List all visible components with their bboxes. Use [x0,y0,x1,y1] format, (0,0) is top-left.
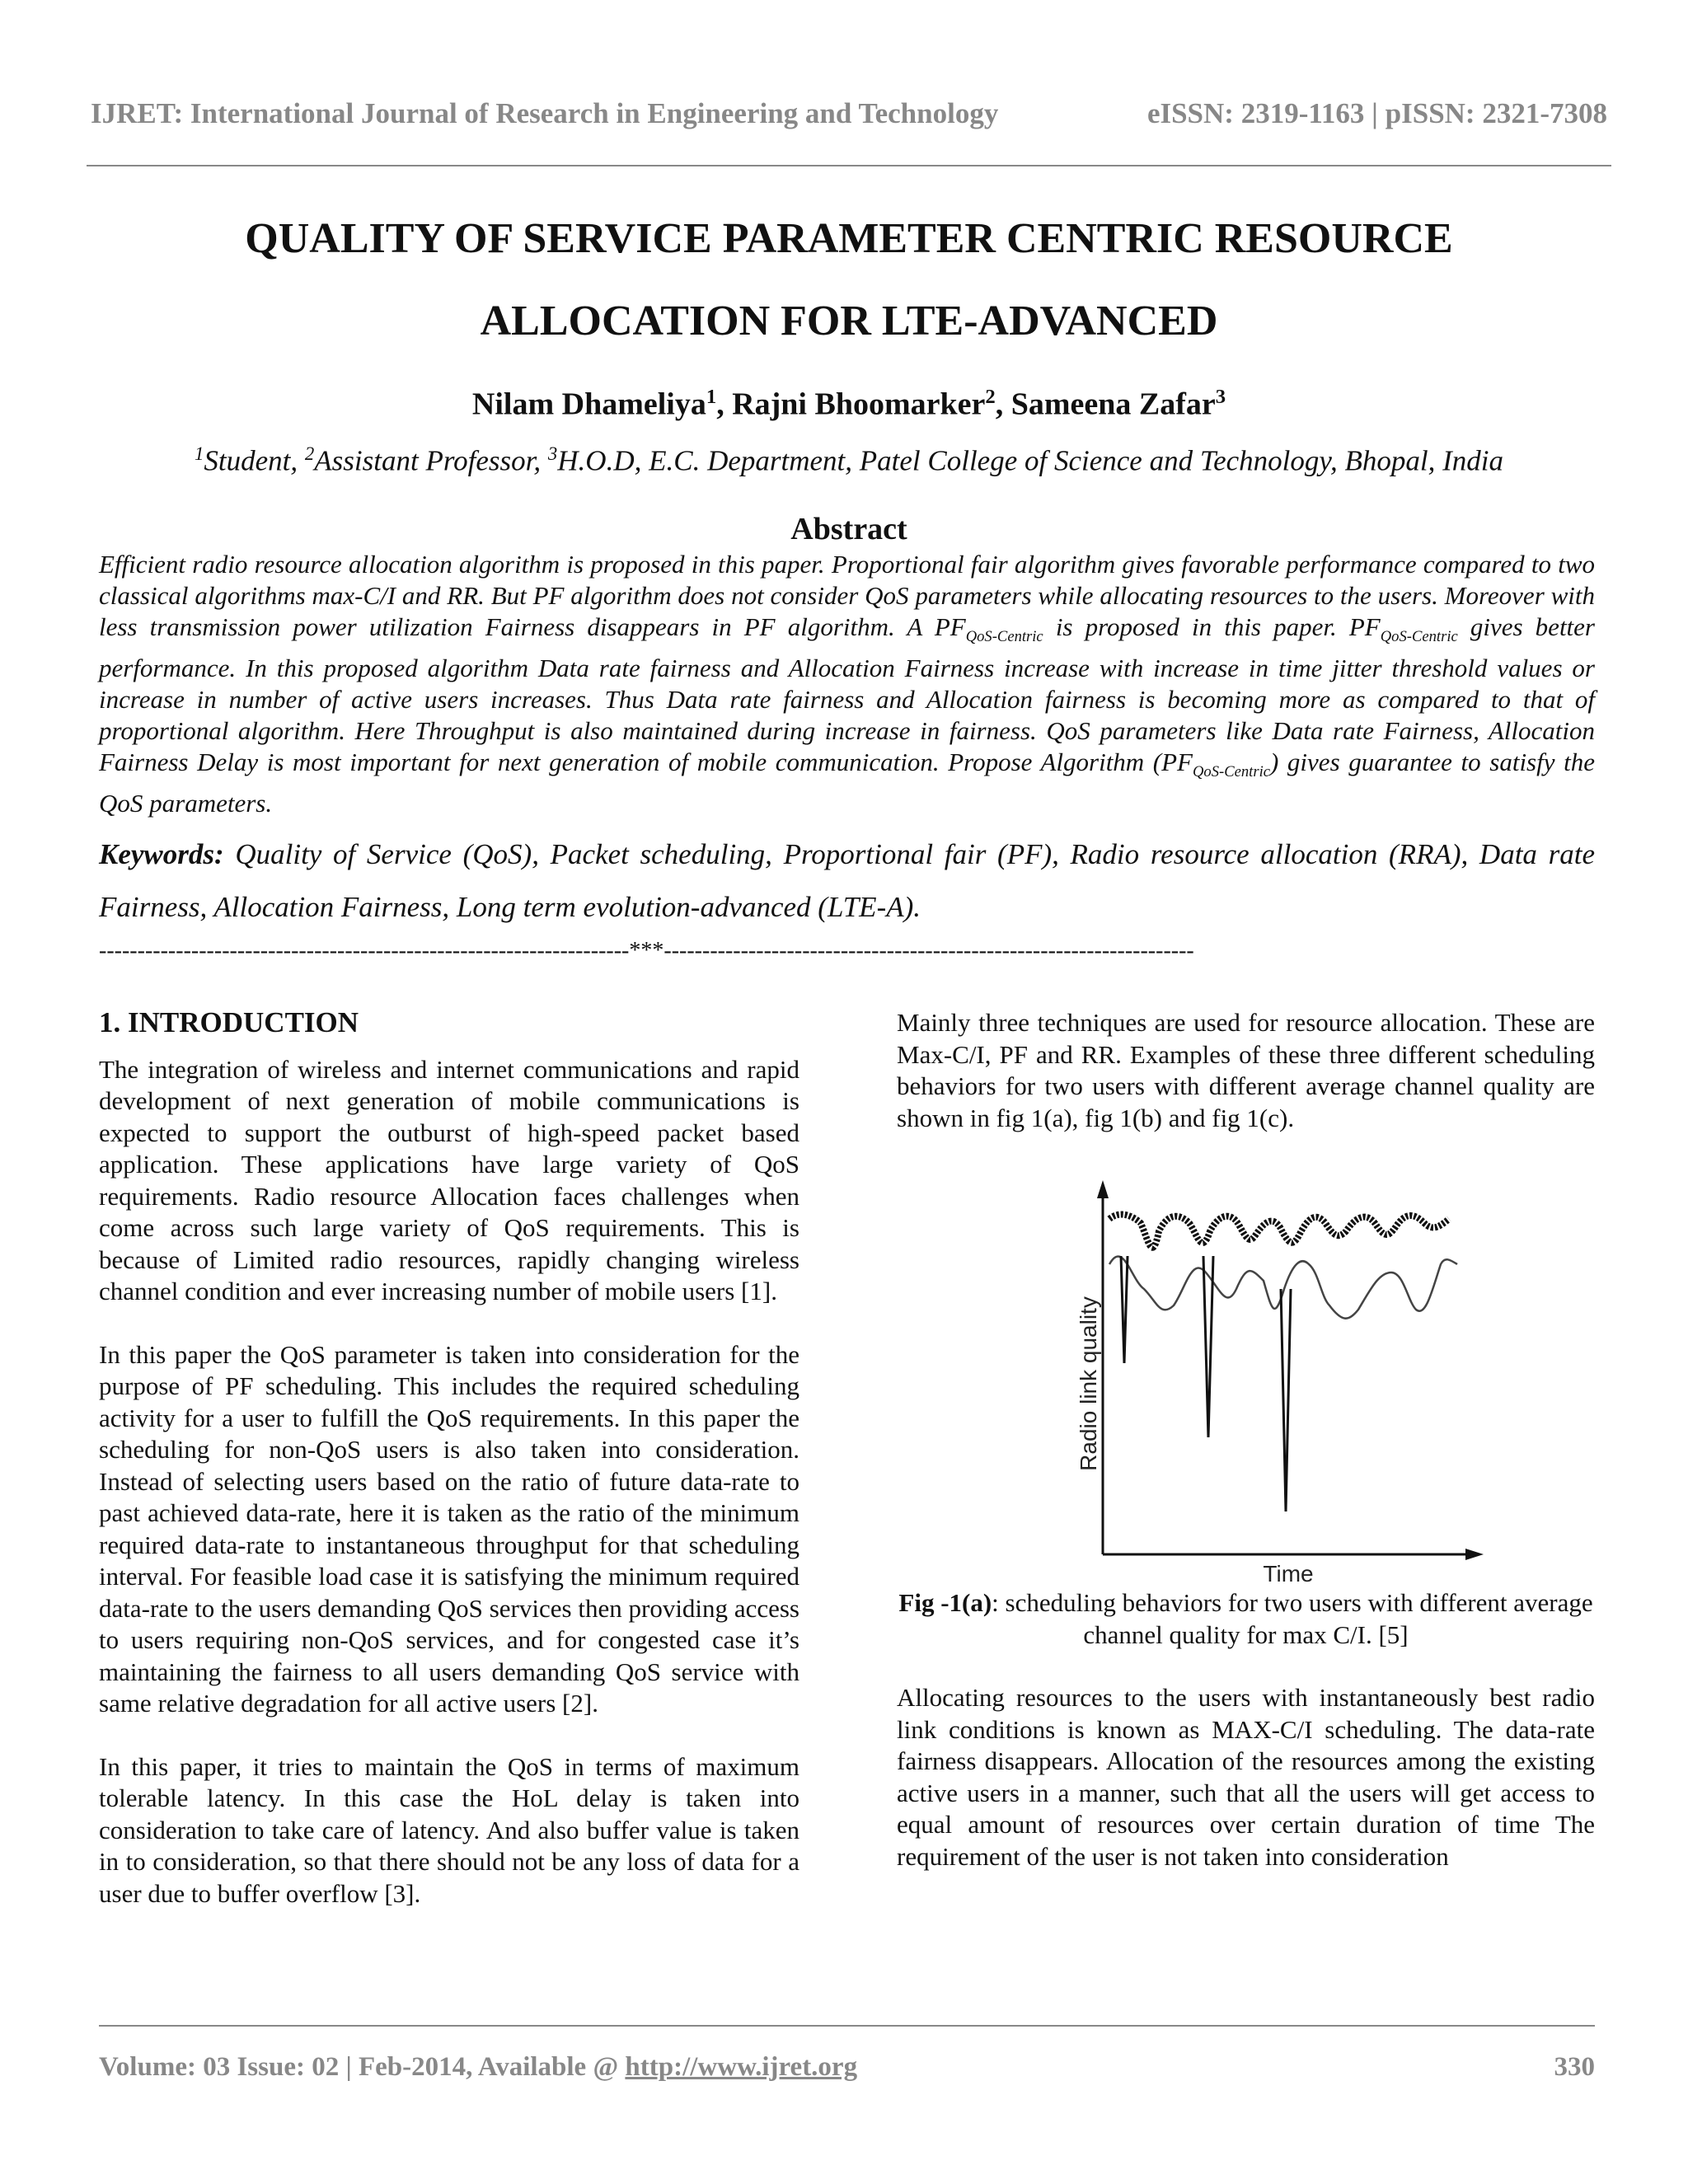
keywords-label: Keywords: [99,838,224,870]
fade-dip-2 [1281,1289,1291,1511]
y-axis-label: Radio link quality [1076,1296,1101,1471]
x-axis-label: Time [1263,1561,1314,1586]
user-1-curve [1109,1215,1449,1248]
intro-paragraph-1: The integration of wireless and internet communications and rapid development of next generation of mobile communications is expected to support the outburst of high-speed packet based application. These applications have large variety of QoS requirements. Radio resource Allocation faces challenges when come across such large variety of QoS requirements. This is because of Limited radio resources, rapidly changing wireless channel condition and ever increasing number of mobile users [1]. [99,1054,799,1305]
abstract-subscript: QoS-Centric [965,628,1043,646]
title-line-1: QUALITY OF SERVICE PARAMETER CENTRIC RESOURCE [245,215,1453,262]
right-column [897,1007,1595,1904]
affil-mark-3: 3 [547,443,558,464]
footer-volume-text: Volume: 03 Issue: 02 | Feb-2014, Available @ [99,2052,626,2082]
abstract-part-4: ) gives guarantee to satisfy the QoS parameters. [99,748,1595,818]
intro-paragraph-3: In this paper, it tries to maintain the QoS in terms of maximum tolerable latency. In this case the HoL delay is taken into consideration to take care of latency. And also buffer value is taken in to consideration, so that there should not be any loss of data for a user due to buffer overflow [3]. [99,1751,799,1908]
affil-mark-1: 1 [195,443,204,464]
abstract-subscript: QoS-Centric [1380,628,1458,646]
affil-role-2: Assistant Professor, [314,444,548,477]
journal-link[interactable]: http://www.ijret.org [625,2052,858,2082]
affiliations [87,443,1611,478]
intro-paragraph-2: In this paper the QoS parameter is taken into consideration for the purpose of PF scheduling. This includes the required scheduling activity for a user to fulfill the QoS requirements. In this paper the scheduling for non-QoS users is also taken into consideration. Instead of selecting users based on the ratio of future data-rate to past achieved data-rate, here it is taken as the ratio of the minimum required data-rate to instantaneous throughput for that scheduling interval. For feasible load case it is satisfying the minimum required data-rate to the users demanding QoS services then providing access to users requiring non-QoS services, and for congested case it’s maintaining the fairness to all users demanding QoS service with same relative degradation for all active users [2]. [99,1339,799,1718]
keywords [99,828,1595,934]
affil-mark-2: 2 [304,443,315,464]
x-axis-arrow [1465,1549,1484,1560]
affil-role-3: H.O.D, E.C. Department, Patel College of Science and Technology, Bhopal, India [557,444,1503,477]
figure-1a-caption [897,1587,1595,1651]
y-axis-arrow [1097,1180,1109,1198]
author-2-mark: 2 [985,386,996,408]
section-separator: ---------------------------------------------------------------------***--------------------------------------------------------------------- [99,938,1194,963]
author-1: Nilam Dhameliya [471,387,706,422]
footer-rule [99,2025,1595,2027]
keywords-text: Quality of Service (QoS), Packet scheduling, Proportional fair (PF), Radio resource allocation (RRA), Data rate Fairness, Allocation Fairness, Long term evolution-advanced (LTE-A). [99,838,1595,923]
footer-volume [99,2052,857,2083]
title-line-2: ALLOCATION FOR LTE-ADVANCED [480,298,1218,344]
author-3-mark: 3 [1215,386,1226,408]
author-separator: , [995,387,1011,422]
author-1-mark: 1 [706,386,717,408]
fade-dip-1 [1203,1256,1213,1437]
abstract-part-1: Efficient radio resource allocation algorithm is proposed in this paper. Proportional fair algorithm gives favorable performance compared to two classical algorithms max-C/I and RR. But PF algorithm does not consider QoS parameters while allocating resources to the users. Moreover with less transmission power utilization Fairness disappears in PF algorithm. A PF [99,550,1595,641]
issn: eISSN: 2319-1163 | pISSN: 2321-7308 [1146,97,1607,129]
figure-1a-plot [897,1165,1595,1586]
abstract-heading: Abstract [790,512,907,546]
left-column [99,1007,799,1941]
page-number: 330 [1554,2052,1595,2082]
caption-text: : scheduling behaviors for two users with different average channel quality for max C/I. [5] [992,1588,1593,1649]
right-paragraph-2: Allocating resources to the users with instantaneously best radio link conditions is known as MAX-C/I scheduling. The data-rate fairness disappears. Allocation of the resources among the existing active users in a manner, such that all the users will get access to equal amount of resources over certain duration of time The requirement of the user is not taken into consideration [897,1683,1595,1871]
fade-dip-3 [1121,1256,1128,1363]
abstract-part-2: is proposed in this paper. PF [1043,612,1381,641]
running-footer [99,2052,1595,2083]
journal-name: IJRET: International Journal of Research in Engineering and Technology [91,97,999,129]
caption-label: Fig -1(a) [898,1588,992,1617]
header-rule [87,165,1611,166]
author-separator: , [716,387,733,422]
abstract-part-3: gives better performance. In this proposed algorithm Data rate fairness and Allocation Fairness increase with increase in time jitter threshold values or increase in number of active users increases. Thus Data rate fairness and Allocation fairness is becoming more as compared to that of proportional algorithm. Here Throughput is also maintained during increase in fairness. QoS parameters like Data rate Fairness, Allocation Fairness Delay is most important for next generation of mobile communication. Propose Algorithm (PF [99,612,1595,777]
paper-title [87,198,1611,363]
user-2-curve [1109,1257,1457,1319]
section-heading-introduction: 1. INTRODUCTION [99,1006,359,1038]
running-header [91,97,1607,130]
abstract-text [99,549,1595,819]
affil-role-1: Student, [204,444,305,477]
author-2: Rajni Bhoomarker [732,387,986,422]
author-3: Sameena Zafar [1010,387,1216,422]
abstract-subscript: QoS-Centric [1193,763,1270,781]
figure-1a [897,1165,1595,1586]
authors [87,386,1611,423]
right-paragraph-1: Mainly three techniques are used for resource allocation. These are Max-C/I, PF and RR. Examples of these three different scheduling behaviors for two users with different average channel quality are shown in fig 1(a), fig 1(b) and fig 1(c). [897,1008,1595,1132]
